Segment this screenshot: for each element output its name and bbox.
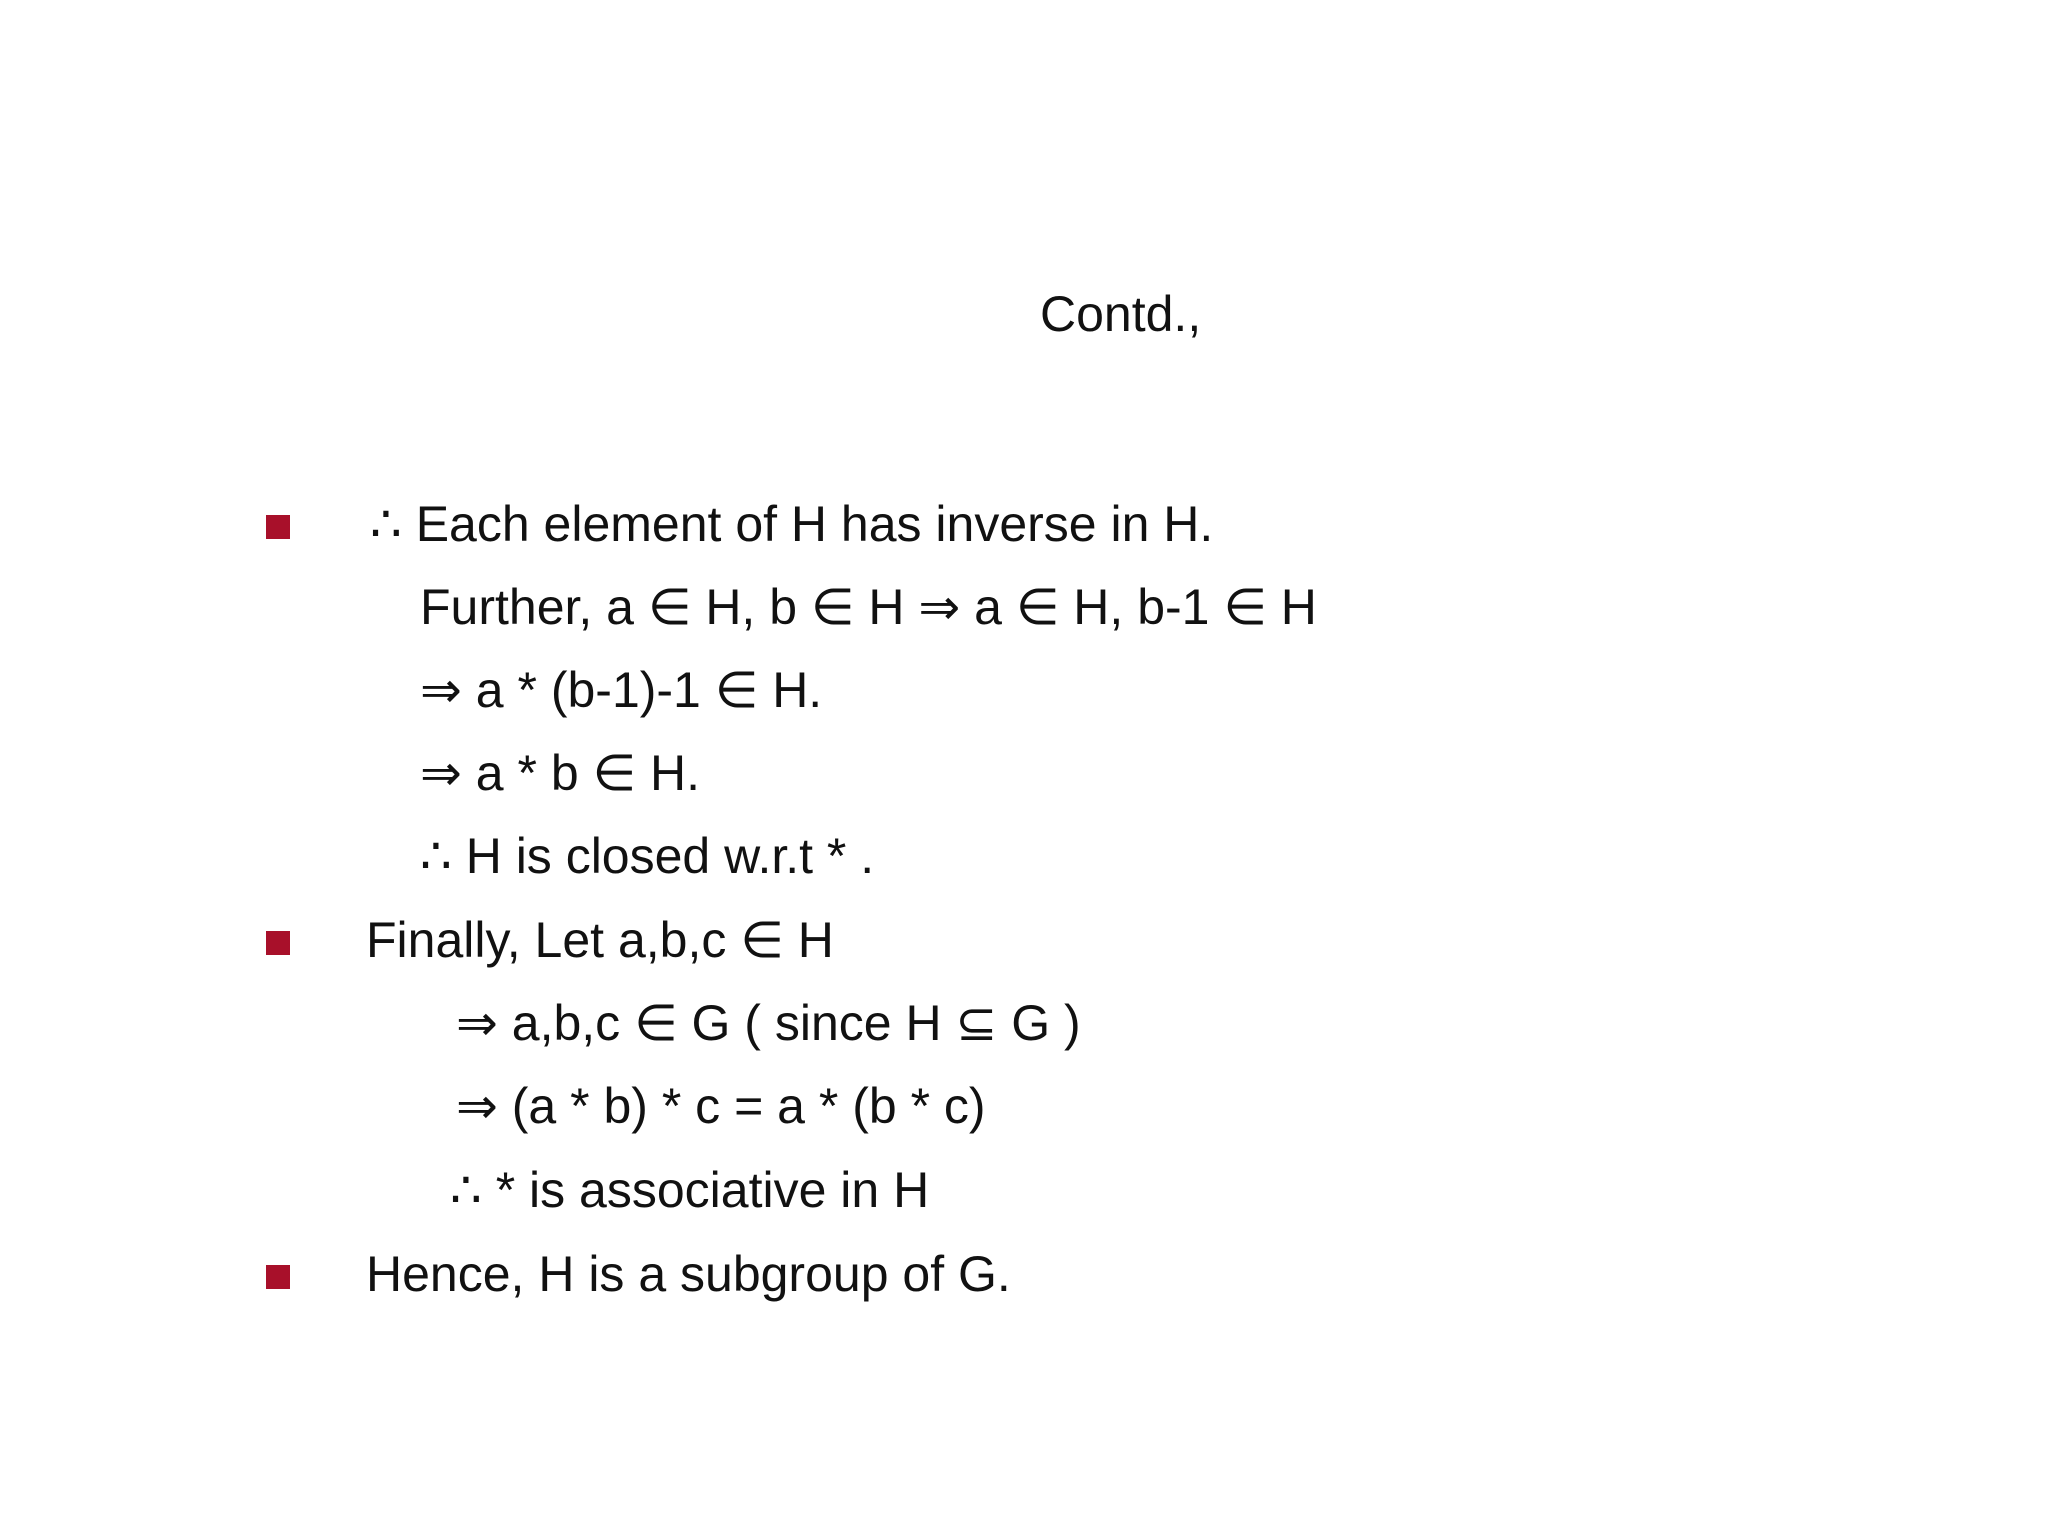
proof-line-finally: Finally, Let a,b,c ∈ H (366, 912, 834, 968)
bullet-marker (266, 931, 290, 955)
proof-line-inverse: ∴ Each element of H has inverse in H. (370, 496, 1214, 552)
proof-line-closed: ∴ H is closed w.r.t * . (420, 828, 875, 884)
proof-line-implication-2: ⇒ a * b ∈ H. (420, 745, 700, 801)
bullet-marker (266, 1265, 290, 1289)
slide-title: Contd., (1040, 286, 1202, 342)
proof-line-in-g: ⇒ a,b,c ∈ G ( since H ⊆ G ) (456, 995, 1081, 1051)
proof-line-associativity: ⇒ (a * b) * c = a * (b * c) (456, 1078, 986, 1134)
proof-line-implication-1: ⇒ a * (b-1)-1 ∈ H. (420, 662, 823, 718)
proof-line-associative: ∴ * is associative in H (450, 1162, 930, 1218)
proof-line-conclusion: Hence, H is a subgroup of G. (366, 1246, 1011, 1302)
bullet-marker (266, 515, 290, 539)
proof-line-further: Further, a ∈ H, b ∈ H ⇒ a ∈ H, b-1 ∈ H (420, 579, 1317, 635)
